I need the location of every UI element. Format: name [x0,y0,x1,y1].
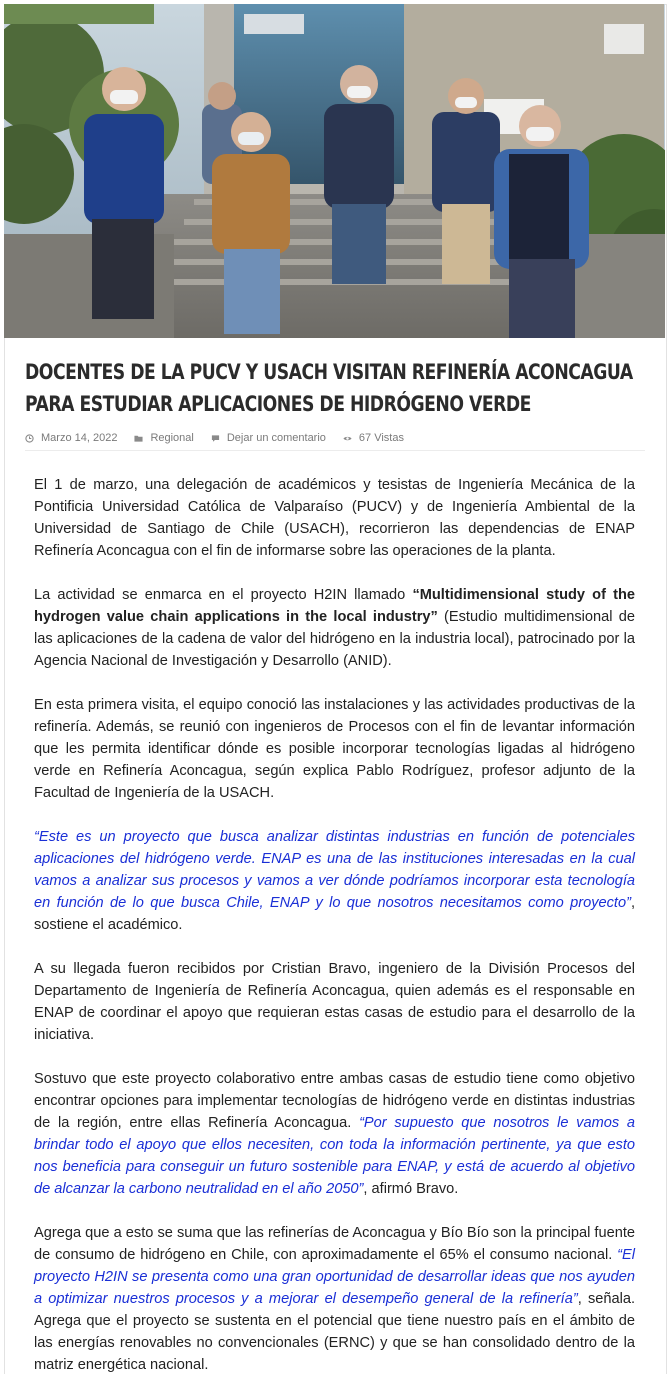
clock-icon [25,434,34,443]
meta-views-text: 67 Vistas [358,432,404,444]
meta-views [343,432,404,444]
paragraph-6 [34,1068,635,1200]
paragraph-4 [34,826,635,936]
meta-date-text: Marzo 14, 2022 [41,432,118,444]
article-title: DOCENTES DE LA PUCV Y USACH VISITAN REFINERÍA ACONCAGUA PARA ESTUDIAR APLICACIONES DE HIDRÓGENO VERDE [25,360,633,416]
meta-category[interactable] [134,432,193,444]
folder-icon [134,434,143,443]
quote-h2in: “El proyecto H2IN se presenta como una gran oportunidad de desarrollar ideas que nos ayuden a optimizar nuestros procesos y a mejorar el desempeño general de la refinería” [34,1247,635,1307]
meta-comments[interactable] [211,432,326,444]
paragraph-5 [34,958,635,1046]
paragraph-text: En esta primera visita, el equipo conoció las instalaciones y las actividades productivas de la refinería. Además, se reunió con ingenieros de Procesos con el fin de levantar información que les permita identificar dónde es posible incorporar tecnologías ligadas al hidrógeno verde en Refinería Aconcagua, según explica Pablo Rodríguez, profesor adjunto de la Facultad de Ingeniería de la USACH. [34,697,635,801]
hero-image [4,4,665,338]
paragraph-text: A su llegada fueron recibidos por Cristian Bravo, ingeniero de la División Procesos del Departamento de Ingeniería de Refinería Aconcagua, quien además es el responsable en ENAP de coordinar el apoyo que requieran estas casas de estudio para el desarrollo de la iniciativa. [34,961,635,1043]
paragraph-3 [34,694,635,804]
paragraph-7 [34,1222,635,1376]
meta-date[interactable] [25,432,117,444]
paragraph-text: Sostuvo que este proyecto colaborativo entre ambas casas de estudio tiene como objetivo encontrar opciones para implementar tecnologías de hidrógeno verde en distintas industrias de la región, entre ellas Refinería Aconcagua. [34,1071,635,1131]
quote-bravo: “Por supuesto que nosotros le vamos a brindar todo el apoyo que ellos necesiten, con toda la información pertinente, ya que esto nos beneficia para conseguir un futuro sostenible para ENAP, y está de acuerdo al objetivo de alcanzar la carbono neutralidad en el año 2050” [34,1115,635,1197]
paragraph-text: La actividad se enmarca en el proyecto H2IN llamado [34,587,413,603]
project-title-bold: “Multidimensional study of the hydrogen value chain applications in the local industry” [34,587,636,625]
article-meta [25,432,421,444]
paragraph-text: , señala. Agrega que el proyecto se sustenta en el potencial que tiene nuestro país en el ámbito de las energías renovables no convencionales (ERNC) y que se han consolidado dentro de la matriz energética nacional. [34,1291,636,1373]
paragraph-1 [34,474,635,562]
meta-comments-text: Dejar un comentario [226,432,326,444]
paragraph-2 [34,584,635,672]
quote-rodriguez: “Este es un proyecto que busca analizar distintas industrias en función de potenciales aplicaciones del hidrógeno verde. ENAP es una de las instituciones interesadas en la cual vamos a analizar sus procesos y vamos a ver dónde podríamos incorporar esta tecnología en función de lo que busca Chile, ENAP y lo que nosotros necesitamos como proyecto” [34,829,635,911]
paragraph-text: , sostiene el académico. [34,895,635,933]
eye-icon [343,434,352,443]
article-body [34,474,635,1398]
paragraph-text: El 1 de marzo, una delegación de académicos y tesistas de Ingeniería Mecánica de la Pontificia Universidad Católica de Valparaíso (PUCV) y de Ingeniería Ambiental de la Universidad de Santiago de Chile (USACH), recorrieron las dependencias de ENAP Refinería Aconcagua con el fin de informarse sobre las operaciones de la planta. [34,477,635,559]
paragraph-text: Agrega que a esto se suma que las refinerías de Aconcagua y Bío Bío son la principal fuente de consumo de hidrógeno en Chile, con aproximadamente el 65% el consumo nacional. [34,1225,635,1263]
meta-divider [25,450,645,451]
comment-icon [211,434,220,443]
paragraph-text: , afirmó Bravo. [363,1181,459,1197]
meta-category-text: Regional [150,432,194,444]
paragraph-text: (Estudio multidimensional de las aplicaciones de la cadena de valor del hidrógeno en la industria local), patrocinado por la Agencia Nacional de Investigación y Desarrollo (ANID). [34,609,636,669]
